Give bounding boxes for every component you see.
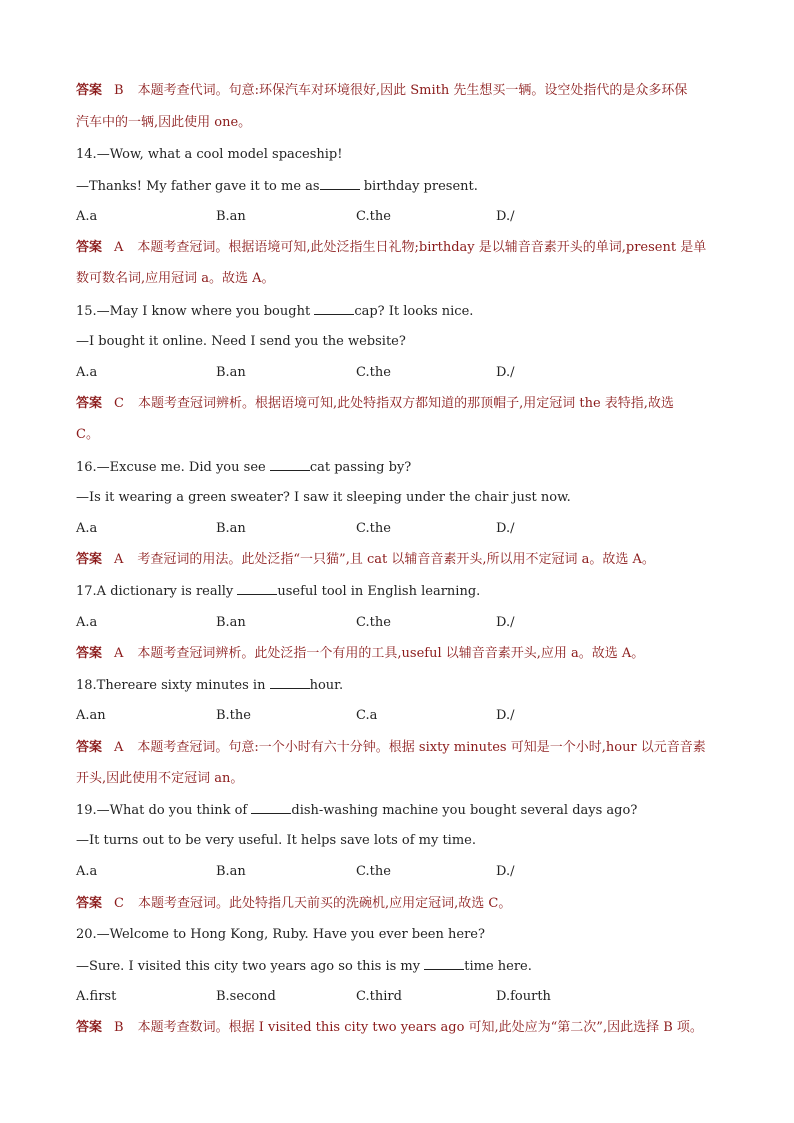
question-text: —Sure. I visited this city two years ago so this is my bbox=[76, 959, 425, 974]
question-text: 16.—Excuse me. Did you see bbox=[76, 460, 270, 475]
option-a: A.first bbox=[76, 989, 117, 1004]
question-20-line1: 20.—Welcome to Hong Kong, Ruby. Have you ever been here? bbox=[76, 927, 485, 942]
option-b: B.an bbox=[216, 209, 246, 224]
answer-blank bbox=[237, 582, 277, 595]
question-15-line2: —I bought it online. Need I send you the website? bbox=[76, 334, 406, 349]
option-c: C.the bbox=[356, 864, 391, 879]
option-b: B.second bbox=[216, 989, 276, 1004]
option-d: D.fourth bbox=[496, 989, 551, 1004]
answer-14-line1 bbox=[76, 239, 706, 257]
answer-13-line2: 汽车中的一辆,因此使用 one。 bbox=[76, 115, 252, 130]
option-c: C.the bbox=[356, 209, 391, 224]
option-d: D./ bbox=[496, 864, 515, 879]
question-text: —Wow, what a cool model spaceship! bbox=[96, 147, 343, 162]
option-b: B.an bbox=[216, 615, 246, 630]
answer-15-line1 bbox=[76, 395, 674, 413]
answer-key: A bbox=[114, 646, 124, 661]
answer-key: A bbox=[114, 240, 124, 255]
answer-18-line1 bbox=[76, 739, 706, 757]
answer-key: A bbox=[114, 552, 124, 567]
question-text: dish-washing machine you bought several days ago? bbox=[291, 803, 638, 818]
answer-20-line1 bbox=[76, 1019, 703, 1037]
option-d: D./ bbox=[496, 615, 515, 630]
answer-key: B bbox=[114, 1020, 124, 1035]
question-number: 14. bbox=[76, 147, 97, 162]
question-text: 18.Thereare sixty minutes in bbox=[76, 678, 270, 693]
answer-blank bbox=[424, 957, 464, 970]
option-a: A.a bbox=[76, 864, 98, 879]
answer-blank bbox=[314, 302, 354, 315]
question-17-line1 bbox=[76, 582, 480, 601]
answer-explanation: 考查冠词的用法。此处泛指“一只猫”,且 cat 以辅音音素开头,所以用不定冠词 a。故选 A。 bbox=[137, 552, 655, 567]
question-text: hour. bbox=[309, 678, 344, 693]
answer-17-line1 bbox=[76, 645, 644, 663]
answer-13-line1 bbox=[76, 82, 687, 100]
option-a: A.a bbox=[76, 521, 98, 536]
answer-key: C bbox=[114, 896, 124, 911]
answer-explanation: 本题考查冠词。根据语境可知,此处泛指生日礼物;birthday 是以辅音音素开头的单词,present 是单 bbox=[137, 240, 707, 255]
answer-14-line2: 数可数名词,应用冠词 a。故选 A。 bbox=[76, 271, 275, 286]
option-c: C.a bbox=[356, 708, 378, 723]
question-text: 19.—What do you think of bbox=[76, 803, 252, 818]
answer-explanation: 本题考查数词。根据 I visited this city two years ago 可知,此处应为“第二次”,因此选择 B 项。 bbox=[137, 1020, 703, 1035]
question-16-line2: —Is it wearing a green sweater? I saw it sleeping under the chair just now. bbox=[76, 490, 571, 505]
option-d: D./ bbox=[496, 521, 515, 536]
answer-explanation: 本题考查冠词。此处特指几天前买的洗碗机,应用定冠词,故选 C。 bbox=[137, 896, 512, 911]
answer-label: 答案 bbox=[76, 740, 103, 755]
answer-label: 答案 bbox=[76, 646, 103, 661]
answer-explanation: 本题考查冠词辨析。根据语境可知,此处特指双方都知道的那顶帽子,用定冠词 the 表特指,故选 bbox=[137, 396, 674, 411]
answer-blank bbox=[270, 676, 310, 689]
question-text: 15.—May I know where you bought bbox=[76, 304, 315, 319]
question-14-line1 bbox=[76, 146, 342, 164]
option-d: D./ bbox=[496, 708, 515, 723]
option-c: C.the bbox=[356, 521, 391, 536]
question-text: cap? It looks nice. bbox=[354, 304, 474, 319]
question-20-line2 bbox=[76, 957, 532, 976]
option-b: B.an bbox=[216, 365, 246, 380]
answer-blank bbox=[251, 801, 291, 814]
answer-16-line1 bbox=[76, 551, 655, 569]
option-c: C.the bbox=[356, 365, 391, 380]
option-b: B.an bbox=[216, 864, 246, 879]
option-b: B.an bbox=[216, 521, 246, 536]
answer-label: 答案 bbox=[76, 552, 103, 567]
answer-label: 答案 bbox=[76, 1020, 103, 1035]
question-14-line2 bbox=[76, 177, 478, 196]
option-d: D./ bbox=[496, 365, 515, 380]
question-text: birthday present. bbox=[359, 179, 478, 194]
question-text: time here. bbox=[464, 959, 532, 974]
answer-blank bbox=[320, 177, 360, 190]
option-a: A.a bbox=[76, 615, 98, 630]
answer-label: 答案 bbox=[76, 240, 103, 255]
option-c: C.the bbox=[356, 615, 391, 630]
option-a: A.a bbox=[76, 209, 98, 224]
answer-label: 答案 bbox=[76, 83, 103, 98]
question-15-line1 bbox=[76, 302, 473, 321]
question-text: useful tool in English learning. bbox=[277, 584, 481, 599]
option-d: D./ bbox=[496, 209, 515, 224]
answer-label: 答案 bbox=[76, 396, 103, 411]
answer-key: A bbox=[114, 740, 124, 755]
answer-key: C bbox=[114, 396, 124, 411]
question-text: —Thanks! My father gave it to me as bbox=[76, 179, 320, 194]
answer-explanation: 本题考查冠词辨析。此处泛指一个有用的工具,useful 以辅音音素开头,应用 a。故选 A。 bbox=[137, 646, 645, 661]
question-16-line1 bbox=[76, 458, 411, 477]
answer-explanation: 本题考查冠词。句意:一个小时有六十分钟。根据 sixty minutes 可知是一个小时,hour 以元音音素 bbox=[137, 740, 706, 755]
option-a: A.a bbox=[76, 365, 98, 380]
answer-key: B bbox=[114, 83, 124, 98]
option-b: B.the bbox=[216, 708, 251, 723]
answer-blank bbox=[270, 458, 310, 471]
question-text: cat passing by? bbox=[309, 460, 412, 475]
option-a: A.an bbox=[76, 708, 106, 723]
answer-explanation: 本题考查代词。句意:环保汽车对环境很好,因此 Smith 先生想买一辆。设空处指代的是众多环保 bbox=[137, 83, 688, 98]
question-19-line1 bbox=[76, 801, 637, 820]
answer-15-line2: C。 bbox=[76, 427, 99, 442]
question-18-line1 bbox=[76, 676, 343, 695]
answer-18-line2: 开头,因此使用不定冠词 an。 bbox=[76, 771, 244, 786]
answer-label: 答案 bbox=[76, 896, 103, 911]
question-19-line2: —It turns out to be very useful. It helps save lots of my time. bbox=[76, 833, 476, 848]
answer-19-line1 bbox=[76, 895, 511, 913]
question-text: 17.A dictionary is really bbox=[76, 584, 238, 599]
option-c: C.third bbox=[356, 989, 402, 1004]
